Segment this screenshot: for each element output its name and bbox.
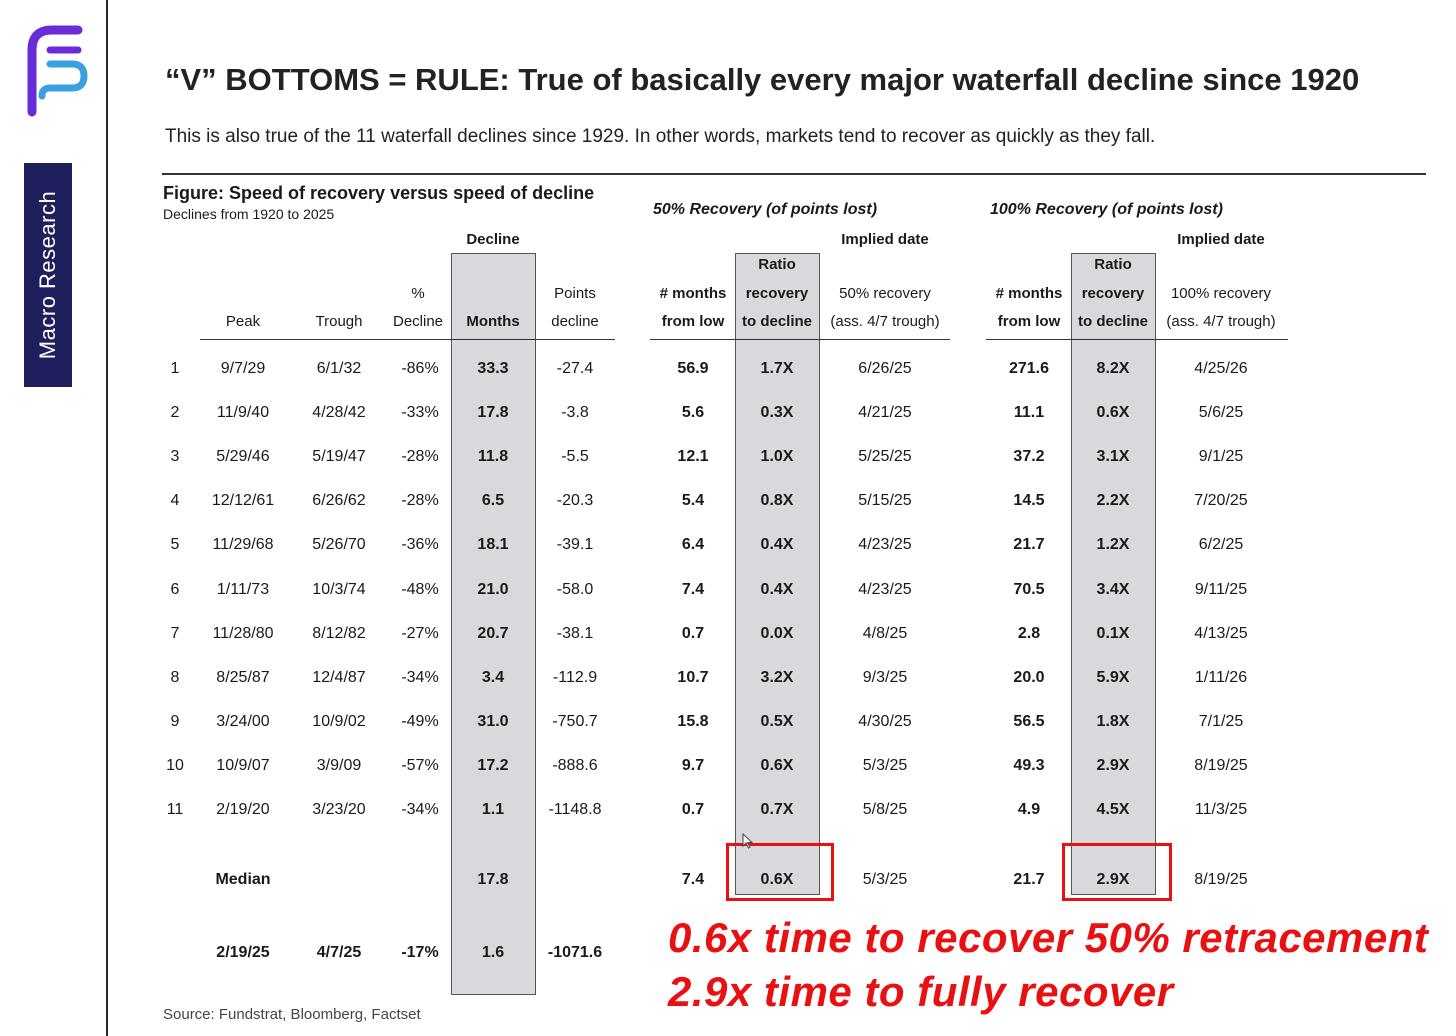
cell-ratio-50: 0.7X <box>760 801 794 818</box>
cell-pct-decline: -34% <box>401 668 439 686</box>
cell-months-100: 271.6 <box>1008 360 1050 377</box>
cell-ratio-100: 0.1X <box>1096 624 1130 642</box>
cell-months: 11.8 <box>477 448 509 466</box>
cell-row-number: 6 <box>170 580 180 598</box>
col-peak: Peak <box>225 313 261 330</box>
group-header-100: 100% Recovery (of points lost) <box>990 201 1223 218</box>
cell-row-number: 2 <box>170 404 180 422</box>
cell-trough: 8/12/82 <box>312 624 366 642</box>
cell-median-months: 17.8 <box>477 871 509 888</box>
cell-months: 18.1 <box>477 536 509 554</box>
cell-peak: 12/12/61 <box>211 492 275 510</box>
cell-ratio-100: 8.2X <box>1096 360 1130 377</box>
cell-points-decline: -27.4 <box>556 360 594 377</box>
cell-trough: 3/23/20 <box>312 801 366 818</box>
cell-pct-decline: -36% <box>401 536 439 554</box>
cell-current-points-decline: -1071.6 <box>547 944 603 961</box>
cell-row-number: 5 <box>170 536 180 554</box>
cell-date-50: 4/8/25 <box>862 624 908 642</box>
cell-ratio-100: 1.8X <box>1096 712 1130 730</box>
cell-pct-decline: -48% <box>401 580 439 598</box>
cell-peak: 1/11/73 <box>216 580 270 598</box>
cell-date-50: 4/30/25 <box>858 712 912 730</box>
cell-peak: 11/9/40 <box>216 404 270 422</box>
cell-pct-decline: -33% <box>401 404 439 422</box>
cell-months-50: 0.7 <box>681 801 705 818</box>
cell-ratio-50: 1.7X <box>760 360 794 377</box>
cell-points-decline: -112.9 <box>552 668 598 686</box>
cell-months: 6.5 <box>481 492 505 510</box>
cell-date-100: 9/11/25 <box>1194 580 1248 598</box>
callout-full-recovery: 2.9x time to fully recover <box>668 968 1174 1015</box>
header-implied-100: Implied date <box>1177 231 1265 248</box>
cell-months: 1.1 <box>481 801 505 818</box>
cell-months-100: 20.0 <box>1013 668 1045 686</box>
cell-date-50: 5/25/25 <box>858 448 912 466</box>
fundstrat-logo-icon <box>20 20 90 120</box>
col-r100-2: recovery <box>1081 285 1145 302</box>
mouse-cursor-icon <box>742 833 754 849</box>
cell-date-50: 6/26/25 <box>858 360 912 377</box>
cell-pct-decline: -34% <box>401 801 439 818</box>
cell-date-50: 4/23/25 <box>858 536 912 554</box>
cell-trough: 6/26/62 <box>312 492 366 510</box>
cell-peak: 9/7/29 <box>220 360 266 377</box>
callout-50-recovery: 0.6x time to recover 50% retracement <box>668 914 1429 961</box>
cell-ratio-50: 0.4X <box>760 580 794 598</box>
col-m50-2: from low <box>661 313 725 330</box>
cell-row-number: 8 <box>170 668 180 686</box>
cell-trough: 10/3/74 <box>312 580 366 598</box>
cell-pct-decline: -86% <box>401 360 439 377</box>
cell-points-decline: -39.1 <box>556 536 594 554</box>
cell-median-ratio-50: 0.6X <box>760 871 794 888</box>
cell-ratio-100: 4.5X <box>1096 801 1130 818</box>
cell-ratio-100: 3.1X <box>1096 448 1130 466</box>
cell-points-decline: -3.8 <box>561 404 589 422</box>
cell-points-decline: -750.7 <box>552 712 598 730</box>
cell-months-100: 4.9 <box>1017 801 1041 818</box>
cell-months-100: 49.3 <box>1013 756 1045 774</box>
col-r100-1: Ratio <box>1094 256 1132 273</box>
cell-months: 17.2 <box>477 756 509 774</box>
cell-date-50: 5/3/25 <box>862 756 908 774</box>
cell-ratio-50: 3.2X <box>760 668 794 686</box>
cell-trough: 10/9/02 <box>312 712 366 730</box>
cell-ratio-100: 0.6X <box>1096 404 1130 422</box>
cell-median-date-50: 5/3/25 <box>862 871 908 888</box>
cell-ratio-100: 3.4X <box>1096 580 1130 598</box>
cell-peak: 10/9/07 <box>216 756 270 774</box>
cell-points-decline: -20.3 <box>556 492 594 510</box>
cell-row-number: 11 <box>166 801 184 818</box>
cell-median-date-100: 8/19/25 <box>1194 871 1248 888</box>
cell-ratio-100: 2.9X <box>1096 756 1130 774</box>
header-underline-100 <box>986 339 1288 340</box>
cell-months-100: 14.5 <box>1013 492 1045 510</box>
figure-subtitle: Declines from 1920 to 2025 <box>163 206 335 222</box>
cell-months: 21.0 <box>477 580 509 598</box>
cell-peak: 8/25/87 <box>216 668 270 686</box>
col-m50-1: # months <box>659 285 727 302</box>
cell-trough: 12/4/87 <box>312 668 366 686</box>
cell-months-50: 0.7 <box>681 624 705 642</box>
cell-months-100: 70.5 <box>1013 580 1045 598</box>
cell-points-decline: -888.6 <box>552 756 598 774</box>
col-r100-3: to decline <box>1077 313 1149 330</box>
cell-date-50: 5/8/25 <box>862 801 908 818</box>
page-title: “V” BOTTOMS = RULE: True of basically every major waterfall decline since 1920 <box>165 62 1360 97</box>
cell-months: 31.0 <box>477 712 509 730</box>
cell-ratio-50: 1.0X <box>760 448 794 466</box>
cell-months-100: 11.1 <box>1013 404 1045 422</box>
cell-date-100: 11/3/25 <box>1194 801 1248 818</box>
cell-median-ratio-100: 2.9X <box>1096 871 1130 888</box>
cell-median-label: Median <box>215 871 271 888</box>
ratio-50-column-highlight <box>735 253 820 895</box>
col-pct-decline-2: Decline <box>392 313 444 330</box>
page-subtitle: This is also true of the 11 waterfall declines since 1929. In other words, markets tend to recover as quickly as they fall. <box>165 126 1156 147</box>
cell-pct-decline: -57% <box>401 756 439 774</box>
cell-points-decline: -5.5 <box>561 448 589 466</box>
cell-current-pct-decline: -17% <box>401 944 439 961</box>
cell-months-50: 5.4 <box>681 492 705 510</box>
cell-months-100: 2.8 <box>1017 624 1041 642</box>
cell-date-50: 4/23/25 <box>858 580 912 598</box>
col-pct-decline-1: % <box>411 285 425 302</box>
cell-date-100: 1/11/26 <box>1194 668 1248 686</box>
header-implied-50: Implied date <box>841 231 929 248</box>
cell-months-50: 5.6 <box>681 404 705 422</box>
cell-peak: 3/24/00 <box>216 712 270 730</box>
cell-median-months-50: 7.4 <box>681 871 705 888</box>
cell-peak: 11/28/80 <box>212 624 274 642</box>
cell-months-50: 12.1 <box>677 448 709 466</box>
cell-row-number: 10 <box>166 756 184 774</box>
cell-date-100: 7/20/25 <box>1194 492 1248 510</box>
cell-pct-decline: -28% <box>401 492 439 510</box>
cell-row-number: 7 <box>170 624 180 642</box>
cell-months: 3.4 <box>481 668 505 686</box>
col-m100-1: # months <box>995 285 1063 302</box>
cell-months-100: 56.5 <box>1013 712 1045 730</box>
cell-months-50: 9.7 <box>681 756 705 774</box>
cell-median-months-100: 21.7 <box>1013 871 1045 888</box>
cell-ratio-50: 0.8X <box>760 492 794 510</box>
col-d50-2: (ass. 4/7 trough) <box>830 313 940 330</box>
cell-points-decline: -38.1 <box>556 624 594 642</box>
cell-months-50: 6.4 <box>681 536 705 554</box>
cell-date-50: 5/15/25 <box>858 492 912 510</box>
cell-date-100: 4/13/25 <box>1194 624 1248 642</box>
header-underline-50 <box>650 339 950 340</box>
cell-current-trough: 4/7/25 <box>316 944 362 961</box>
cell-trough: 3/9/09 <box>316 756 362 774</box>
cell-trough: 6/1/32 <box>316 360 362 377</box>
cell-months-100: 21.7 <box>1013 536 1045 554</box>
cell-date-100: 6/2/25 <box>1198 536 1244 554</box>
cell-months-50: 15.8 <box>677 712 709 730</box>
cell-trough: 5/19/47 <box>312 448 366 466</box>
col-points-1: Points <box>554 285 596 302</box>
cell-date-100: 7/1/25 <box>1198 712 1244 730</box>
cell-pct-decline: -49% <box>401 712 439 730</box>
source-note: Source: Fundstrat, Bloomberg, Factset <box>163 1006 421 1023</box>
col-months: Months <box>466 313 520 330</box>
cell-ratio-100: 2.2X <box>1096 492 1130 510</box>
header-decline: Decline <box>466 231 520 248</box>
cell-points-decline: -1148.8 <box>548 801 602 818</box>
median-ratio-100-highlight <box>1062 843 1172 901</box>
cell-months-100: 37.2 <box>1013 448 1045 466</box>
median-ratio-50-highlight <box>726 843 834 901</box>
col-r50-3: to decline <box>741 313 813 330</box>
col-m100-2: from low <box>997 313 1061 330</box>
brand-tag-label: Macro Research <box>35 190 61 360</box>
cell-date-100: 9/1/25 <box>1198 448 1244 466</box>
cell-months-50: 10.7 <box>677 668 709 686</box>
cell-ratio-50: 0.0X <box>760 624 794 642</box>
cell-peak: 2/19/20 <box>216 801 270 818</box>
cell-date-100: 8/19/25 <box>1194 756 1248 774</box>
cell-ratio-100: 1.2X <box>1096 536 1130 554</box>
cell-date-50: 9/3/25 <box>862 668 908 686</box>
cell-row-number: 3 <box>170 448 180 466</box>
cell-months: 33.3 <box>477 360 509 377</box>
cell-peak: 11/29/68 <box>212 536 274 554</box>
cell-pct-decline: -28% <box>401 448 439 466</box>
cell-current-peak: 2/19/25 <box>216 944 270 961</box>
cell-ratio-50: 0.6X <box>760 756 794 774</box>
col-d100-2: (ass. 4/7 trough) <box>1166 313 1276 330</box>
ratio-100-column-highlight <box>1071 253 1156 895</box>
cell-date-100: 4/25/26 <box>1194 360 1248 377</box>
cell-date-50: 4/21/25 <box>858 404 912 422</box>
cell-row-number: 1 <box>170 360 180 377</box>
cell-months: 20.7 <box>477 624 509 642</box>
cell-trough: 4/28/42 <box>312 404 366 422</box>
sidebar-divider <box>106 0 108 1036</box>
cell-trough: 5/26/70 <box>312 536 366 554</box>
col-d50-1: 50% recovery <box>839 285 931 302</box>
figure-title: Figure: Speed of recovery versus speed of decline <box>163 183 595 203</box>
cell-row-number: 4 <box>170 492 180 510</box>
cell-points-decline: -58.0 <box>556 580 594 598</box>
cell-peak: 5/29/46 <box>216 448 270 466</box>
brand-tag <box>24 163 72 387</box>
cell-months: 17.8 <box>477 404 509 422</box>
cell-ratio-50: 0.5X <box>760 712 794 730</box>
cell-ratio-50: 0.3X <box>760 404 794 422</box>
col-trough: Trough <box>315 313 363 330</box>
cell-ratio-50: 0.4X <box>760 536 794 554</box>
group-header-50: 50% Recovery (of points lost) <box>653 201 878 218</box>
col-points-2: decline <box>551 313 599 330</box>
cell-pct-decline: -27% <box>401 624 439 642</box>
cell-ratio-100: 5.9X <box>1096 668 1130 686</box>
header-divider <box>162 173 1426 175</box>
cell-row-number: 9 <box>170 712 180 730</box>
cell-months-50: 7.4 <box>681 580 705 598</box>
cell-date-100: 5/6/25 <box>1198 404 1244 422</box>
col-d100-1: 100% recovery <box>1170 285 1272 302</box>
cell-months-50: 56.9 <box>677 360 709 377</box>
cell-current-months: 1.6 <box>481 944 505 961</box>
col-r50-2: recovery <box>745 285 809 302</box>
header-underline-decline <box>200 339 615 340</box>
col-r50-1: Ratio <box>758 256 796 273</box>
